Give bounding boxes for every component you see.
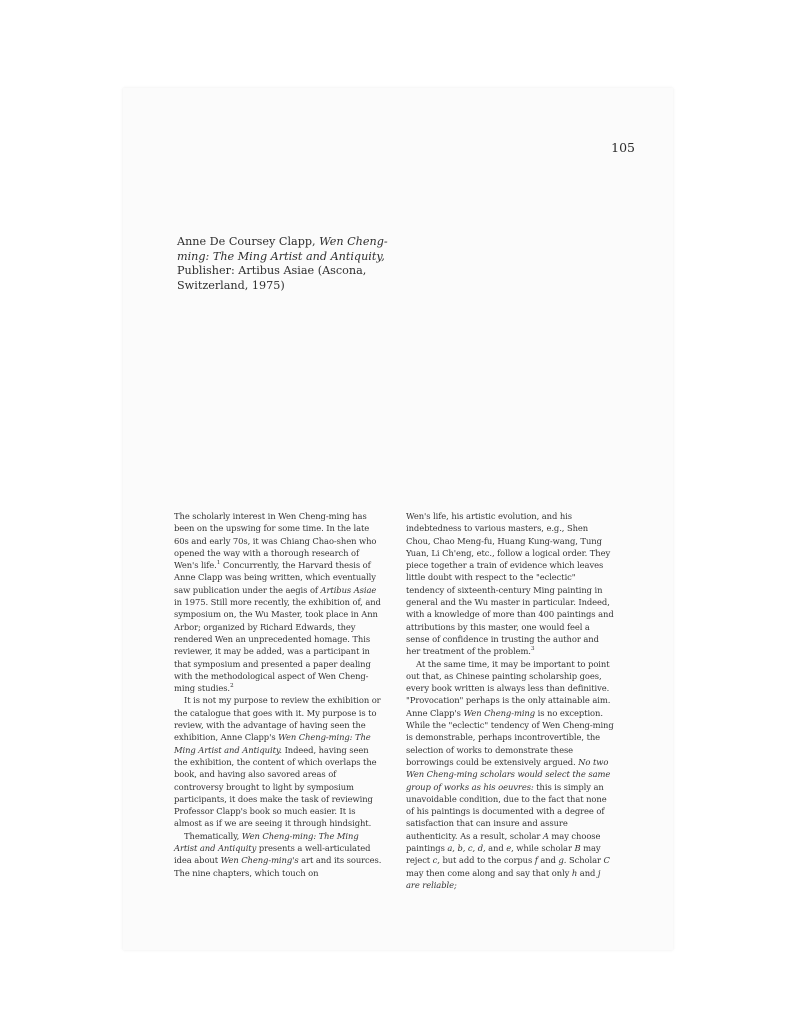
paragraph	[174, 830, 382, 879]
body-text: but add to the corpus	[439, 855, 535, 866]
variable: h	[571, 867, 578, 878]
body-text: Wen's life, his artistic evolution, and his indebtedness to various masters, e.g., Shen Chou, Chao Meng-fu, Huang Kung-wang, Tung Yuan, Li Ch'eng, etc., follow a logical order. They piece together a train of evidence which leaves little doubt with respect to the "eclectic" tendency of sixteenth-century Ming painting in general and the Wu master in particular. Indeed, with a knowledge of more than 400 paintings and attributions by this master, one would feel a sense of confidence in trusting the author and her treatment of the problem.	[406, 511, 614, 657]
variable: a, b, c, d,	[447, 843, 486, 854]
footnote-marker: 1	[216, 560, 221, 567]
body-text: At the same time, it may be important to point out that, as Chinese painting scholarship goes, every book written is always less than definitive. "Provocation" perhaps is the only attainable aim. Anne Clapp's	[406, 658, 611, 718]
book-title-reference: Wen Cheng-ming: The Ming Artist and Antiquity.	[174, 732, 371, 755]
body-text: art and its sources. The nine chapters, which touch on	[174, 855, 382, 878]
book-title-reference: Wen Cheng-ming	[463, 707, 536, 718]
page-number: 105	[611, 140, 635, 155]
variable: A	[542, 830, 549, 841]
paragraph	[406, 658, 614, 892]
body-text: may then come along and say that only	[406, 867, 572, 878]
paragraph	[174, 510, 382, 694]
reviewed-author: Anne De Coursey Clapp,	[177, 235, 316, 248]
publisher-line: Publisher: Artibus Asiae (Ascona, Switzerland, 1975)	[177, 264, 367, 292]
variable: e,	[506, 843, 514, 854]
book-title-reference: Wen Cheng-ming: The Ming Artist and Antiquity	[174, 830, 359, 854]
text-column-left	[174, 510, 382, 879]
review-heading	[177, 235, 407, 293]
body-text: this is simply an unavoidable condition, due to the fact that none of his paintings is documented with a degree of satisfaction that can insure and assure authenticity. As a result, scholar	[406, 781, 607, 841]
name-reference: Wen Cheng-ming's	[220, 855, 299, 866]
body-text: presents a well-articulated idea about	[174, 843, 371, 866]
reviewed-book-title: Wen Cheng-ming: The Ming Artist and Antiquity,	[177, 235, 388, 263]
paragraph	[174, 694, 382, 829]
variable: B	[574, 843, 581, 854]
variable: j are reliable;	[406, 867, 601, 890]
body-text: may choose paintings	[406, 830, 601, 854]
variable: C	[603, 855, 610, 866]
emphasized-text: No two Wen Cheng-ming scholars would select the same group of works as his oeuvres:	[406, 756, 611, 792]
body-text: and	[577, 867, 598, 878]
body-text: It is not my purpose to review the exhibition or the catalogue that goes with it. My purpose is to review, with the advantage of having seen the exhibition, Anne Clapp's	[174, 695, 381, 743]
body-text: and	[485, 843, 507, 854]
footnote-marker: 2	[230, 683, 234, 690]
text-column-right	[406, 510, 614, 891]
body-text: in 1975. Still more recently, the exhibition of, and symposium on, the Wu Master, took place in Ann Arbor; organized by Richard Edwards, they rendered Wen an unprecedented homage. This reviewer, it may be added, was a participant in that symposium and presented a paper dealing with the methodological aspect of Wen Cheng-ming studies.	[174, 597, 381, 694]
body-text: and	[537, 855, 559, 866]
body-text: may reject	[406, 843, 601, 866]
variable: c,	[432, 855, 440, 866]
variable: g.	[558, 855, 567, 866]
footnote-marker: 3	[530, 646, 535, 653]
body-text: is no exception. While the "eclectic" tendency of Wen Cheng-ming is demonstrable, perhaps incontrovertible, the selection of works to demonstrate these borrowings could be extensively argued.	[406, 707, 614, 767]
paragraph	[406, 510, 614, 658]
body-text: while scholar	[513, 843, 575, 854]
scanned-page	[123, 88, 673, 950]
body-text: Concurrently, the Harvard thesis of Anne Clapp was being written, which eventually saw publication under the aegis of	[174, 560, 376, 595]
body-text: Scholar	[566, 855, 604, 866]
body-text: Thematically,	[184, 830, 242, 841]
variable: f	[534, 855, 538, 866]
journal-name: Artibus Asiae	[320, 584, 377, 595]
body-text: The scholarly interest in Wen Cheng-ming has been on the upswing for some time. In the late 60s and early 70s, it was Chiang Chao-shen who opened the way with a thorough research of Wen's life.	[174, 511, 377, 571]
body-text: Indeed, having seen the exhibition, the content of which overlaps the book, and having also savored areas of controversy brought to light by symposium participants, it does make the task of reviewing Professor Clapp's book so much easier. It is almost as if we are seeing it through hindsight.	[174, 744, 377, 829]
